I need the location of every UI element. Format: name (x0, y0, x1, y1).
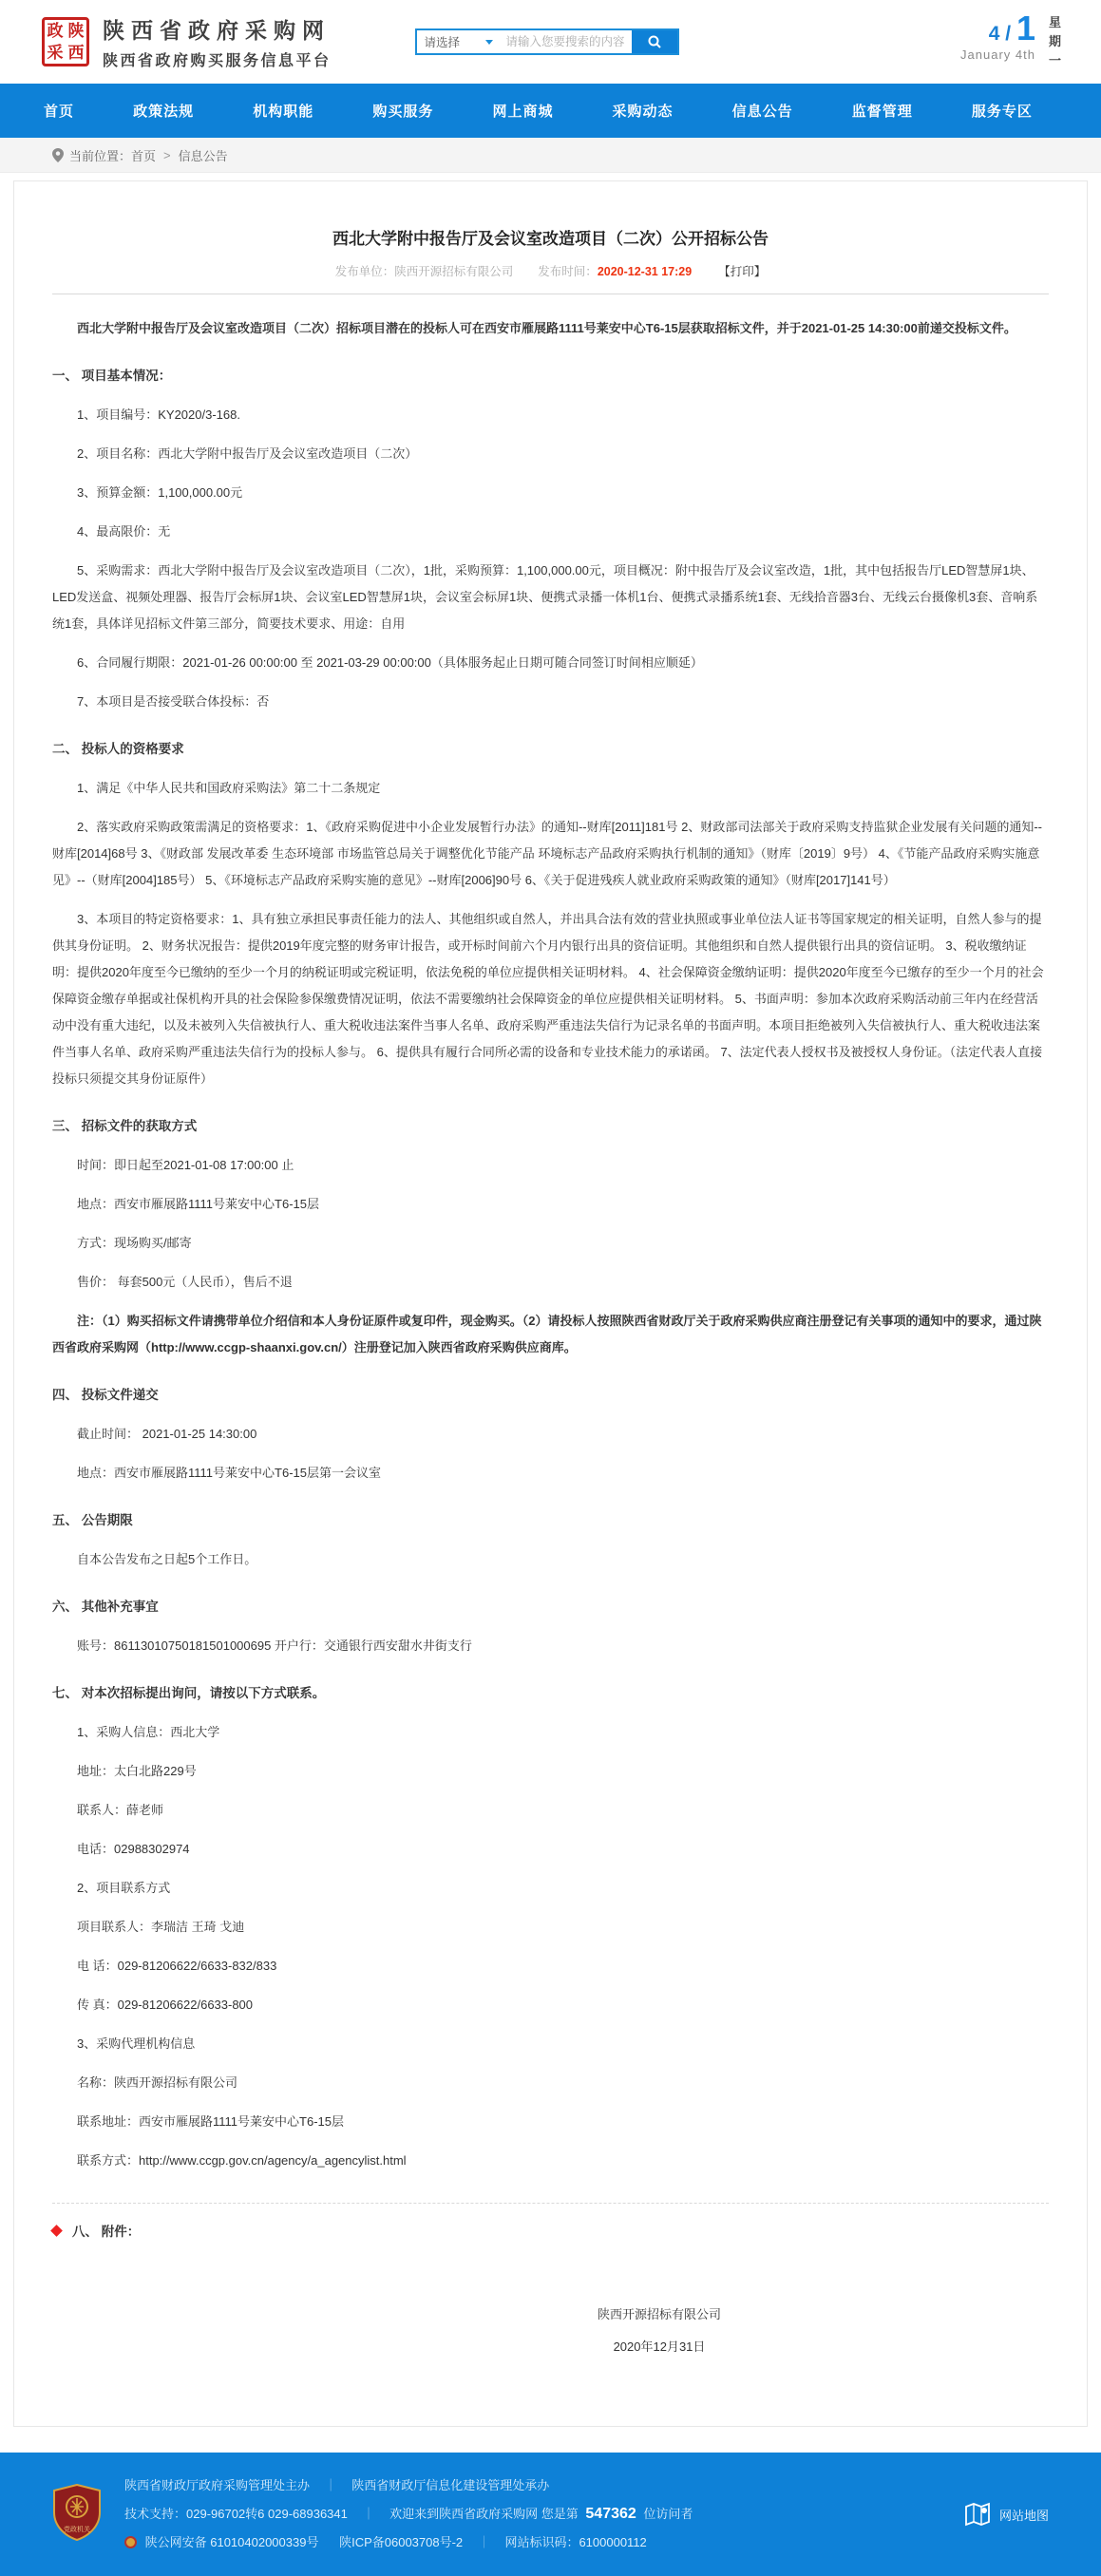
paragraph: 账号：86113010750181501000695 开户行：交通银行西安甜水井街支行 (77, 1638, 472, 1653)
public-security-badge-icon (124, 2536, 137, 2548)
sitemap-map-icon (963, 2500, 992, 2529)
section-heading-7: 七、 对本次招标提出询问，请按以下方式联系。 (52, 1686, 326, 1700)
paragraph: 传 真：029-81206622/6633-800 (77, 1998, 254, 2012)
site-title: 陕西省政府采购网 (103, 18, 331, 43)
section-heading-4: 四、 投标文件递交 (52, 1388, 159, 1402)
paragraph: 方式：现场购买/邮寄 (77, 1236, 192, 1250)
site-logo[interactable] (42, 17, 89, 66)
paragraph: 3、本项目的特定资格要求：1、具有独立承担民事责任能力的法人、其他组织或自然人，并出具合法有效的营业执照或事业单位法人证书等国家规定的相关证明，自然人参与的提供其身份证明。 2、财务状况报告：提供2019年度完整的财务审计报告，或开标时间前六个月内银行出具的资信证明。其他组织和自然人提供银行出具的资信证明。 3、税收缴纳证明：提供2020年度至今已缴纳的至少一个月的纳税证明或完税证明，依法免税的单位应提供相关证明材料。 4、社会保障资金缴纳证明：提供2020年度至今已缴存的至少一个月的社会保障资金缴存单据或社保机构开具的社会保险参保缴费情况证明，依法不需要缴纳社会保障资金的单位应提供相关证明材料。 5、书面声明：参加本次政府采购活动前三年内在经营活动中没有重大违纪，以及未被列入失信被执行人、重大税收违法案件当事人名单、政府采购严重违法失信行为记录名单的书面声明。本项目拒绝被列入失信被执行人、重大税收违法案件当事人名单、政府采购严重违法失信行为的投标人参与。 6、提供具有履行合同所必需的设备和专业技术能力的承诺函。 7、法定代表人授权书及被授权人身份证。（法定代表人直接投标只须提交其身份证原件） (52, 912, 1044, 1086)
paragraph: 时间：即日起至2021-01-08 17:00:00 止 (77, 1158, 294, 1172)
svg-text:党政机关: 党政机关 (64, 2526, 90, 2533)
paragraph: 6、合同履行期限：2021-01-26 00:00:00 至 2021-03-29 00:00:00（具体服务起止日期可随合同签订时间相应顺延） (77, 655, 703, 670)
footer-line-3: 陕公网安备 61010402000339号 陕ICP备06003708号-2 ｜ 网站标识码：6100000112 (124, 2529, 935, 2557)
brand-block (103, 13, 332, 70)
section-heading-8: 八、 附件： (72, 2225, 141, 2239)
paragraph: 电 话：029-81206622/6633-832/833 (77, 1959, 277, 1973)
paragraph: 1、采购人信息：西北大学 (77, 1725, 220, 1739)
section-heading-5: 五、 公告期限 (52, 1513, 133, 1527)
nav-item-online-mall[interactable]: 网上商城 (492, 104, 554, 120)
paragraph: 1、项目编号：KY2020/3-168. (77, 407, 240, 422)
nav-item-purchase-services[interactable]: 购买服务 (372, 104, 434, 120)
paragraph: 1、满足《中华人民共和国政府采购法》第二十二条规定 (77, 781, 381, 795)
paragraph: 联系地址：西安市雁展路1111号莱安中心T6-15层 (77, 2114, 344, 2129)
nav-item-home[interactable]: 首页 (44, 104, 75, 120)
breadcrumb-label: 当前位置： (69, 148, 132, 163)
sitemap-link[interactable] (963, 2500, 1049, 2529)
logo-char: 西 (67, 44, 85, 62)
breadcrumb (0, 138, 1101, 173)
section-heading-2: 二、 投标人的资格要求 (52, 742, 184, 756)
paragraph: 联系方式：http://www.ccgp.gov.cn/agency/a_agencylist.html (77, 2153, 407, 2168)
publisher-value: 陕西开源招标有限公司 (394, 265, 514, 278)
chevron-down-icon (485, 40, 493, 45)
paragraph: 电话：02988302974 (77, 1842, 190, 1856)
search-select-label: 请选择 (424, 36, 461, 49)
nav-item-procurement-news[interactable]: 采购动态 (612, 104, 674, 120)
footer-security-filing[interactable]: 陕公网安备 61010402000339号 (144, 2535, 319, 2549)
footer-host: 陕西省财政厅政府采购管理处主办 (124, 2478, 311, 2492)
government-badge-icon[interactable] (52, 2484, 102, 2546)
footer-tech-support: 技术支持：029-96702转6 029-68936341 (124, 2507, 348, 2521)
search-input[interactable] (501, 30, 632, 53)
site-footer (0, 2453, 1101, 2576)
paragraph: 联系人：薛老师 (77, 1803, 164, 1817)
search-bar (415, 28, 679, 55)
date-english: January 4th (960, 47, 1035, 62)
logo-char: 采 (47, 44, 64, 62)
paragraph: 5、采购需求：西北大学附中报告厅及会议室改造项目（二次），1批，采购预算：1,100,000.00元，项目概况：附中报告厅及会议室改造，1批，其中包括报告厅LED智慧屏1块、LED发送盒、视频处理器、报告厅会标屏1块、会议室LED智慧屏1块，会议室会标屏1块、便携式录播一体机1台、便携式录播系统1套、无线拾音器3台、无线云台摄像机3套、音响系统1套，具体详见招标文件第三部分，简要技术要求、用途：自用 (52, 563, 1038, 631)
paragraph: 售价： 每套500元（人民币），售后不退 (77, 1275, 293, 1289)
footer-line-1: 陕西省财政厅政府采购管理处主办 ｜ 陕西省财政厅信息化建设管理处承办 (124, 2478, 550, 2492)
date-numeric: 4 / 1 (988, 8, 1035, 47)
logo-char: 陕 (67, 22, 85, 40)
nav-item-announcements[interactable]: 信息公告 (731, 104, 793, 120)
article-body (52, 315, 1049, 2363)
paragraph: 2、项目联系方式 (77, 1881, 171, 1895)
paragraph: 名称：陕西开源招标有限公司 (77, 2075, 238, 2090)
logo-char: 政 (47, 22, 64, 40)
paragraph: 项目联系人：李瑞洁 王琦 戈迪 (77, 1920, 245, 1934)
footer-visitor-suffix: 位访问者 (643, 2507, 693, 2521)
article-meta (52, 262, 1049, 279)
site-header (0, 0, 1101, 84)
paragraph: 3、采购代理机构信息 (77, 2036, 196, 2051)
search-icon (647, 34, 662, 49)
paragraph: 地点：西安市雁展路1111号莱安中心T6-15层 (77, 1197, 319, 1211)
nav-item-policies[interactable]: 政策法规 (133, 104, 195, 120)
breadcrumb-home-link[interactable]: 首页 (131, 148, 157, 163)
nav-item-service-zone[interactable]: 服务专区 (971, 104, 1033, 120)
paragraph: 地址：太白北路229号 (77, 1764, 197, 1778)
footer-icp-filing[interactable]: 陕ICP备06003708号-2 (339, 2535, 464, 2549)
note-paragraph: 注：（1）购买招标文件请携带单位介绍信和本人身份证原件或复印件，现金购买。（2）请投标人按照陕西省财政厅关于政府采购供应商注册登记有关事项的通知中的要求，通过陕西省政府采购网（http://www.ccgp-shaanxi.gov.cn/）注册登记加入陕西省政府采购供应商库。 (52, 1314, 1042, 1354)
visitor-counter: 547362 (585, 2506, 636, 2522)
attachment-section (52, 2221, 1049, 2240)
location-pin-icon (52, 148, 64, 162)
nav-item-functions[interactable]: 机构职能 (253, 104, 314, 120)
section-heading-1: 一、 项目基本情况： (52, 369, 172, 383)
signature-company: 陕西开源招标有限公司 (597, 2307, 721, 2321)
sitemap-label: 网站地图 (998, 2508, 1049, 2523)
footer-undertaker: 陕西省财政厅信息化建设管理处承办 (351, 2478, 550, 2492)
nav-item-supervision[interactable]: 监督管理 (851, 104, 913, 120)
paragraph: 3、预算金额：1,100,000.00元 (77, 485, 243, 500)
breadcrumb-separator: > (163, 147, 171, 162)
page-title: 西北大学附中报告厅及会议室改造项目（二次）公开招标公告 (332, 230, 769, 248)
publisher-label: 发布单位： (334, 265, 395, 278)
section-heading-3: 三、 招标文件的获取方式 (52, 1119, 198, 1133)
publish-time-value: 2020-12-31 17:29 (597, 265, 693, 278)
signature-block (52, 2299, 1049, 2363)
announcement-card (13, 180, 1088, 2427)
site-subtitle: 陕西省政府购买服务信息平台 (103, 53, 332, 69)
dashed-divider (52, 2203, 1049, 2204)
paragraph: 2、项目名称：西北大学附中报告厅及会议室改造项目（二次） (77, 446, 418, 461)
search-button[interactable] (632, 30, 677, 53)
paragraph: 2、落实政府采购政策需满足的资格要求：1、《政府采购促进中小企业发展暂行办法》的通知--财库[2011]181号 2、财政部司法部关于政府采购支持监狱企业发展有关问题的通知--财库[2014]68号 3、《财政部 发展改革委 生态环境部 市场监管总局关于调整优化节能产品 环境标志产品政府采购执行机制的通知》（财库〔2019〕9号） 4、《节能产品政府采购实施意见》--（财库[2004]185号） 5、《环境标志产品政府采购实施的意见》--财库[2006]90号 6、《关于促进残疾人就业政府采购政策的通知》（财库[2017]141号） (52, 820, 1042, 887)
signature-date: 2020年12月31日 (613, 2339, 706, 2354)
paragraph: 自本公告发布之日起5个工作日。 (77, 1552, 257, 1566)
paragraph: 7、本项目是否接受联合体投标：否 (77, 694, 270, 709)
footer-welcome: 欢迎来到陕西省政府采购网 您是第 (389, 2507, 579, 2521)
intro-paragraph: 西北大学附中报告厅及会议室改造项目（二次）招标项目潜在的投标人可在西安市雁展路1111号莱安中心T6-15层获取招标文件，并于2021-01-25 14:30:00前递交投标文件。 (77, 321, 1016, 335)
footer-text-block (124, 2472, 935, 2557)
section-heading-6: 六、 其他补充事宜 (52, 1600, 159, 1614)
print-button[interactable]: 【打印】 (718, 265, 767, 278)
publish-time-label: 发布时间： (538, 265, 598, 278)
paragraph: 截止时间： 2021-01-25 14:30:00 (77, 1427, 257, 1441)
main-nav (0, 84, 1101, 138)
footer-line-2: 技术支持：029-96702转6 029-68936341 ｜ 欢迎来到陕西省政府采购网 您是第 547362 位访问者 (124, 2506, 693, 2522)
paragraph: 4、最高限价：无 (77, 524, 171, 539)
search-category-select[interactable] (417, 30, 501, 53)
attachment-marker-icon (50, 2225, 63, 2237)
weekday-label: 星 期 一 (1048, 14, 1061, 68)
footer-site-id: 网站标识码：6100000112 (504, 2535, 647, 2549)
date-widget (960, 8, 1061, 70)
paragraph: 地点：西安市雁展路1111号莱安中心T6-15层第一会议室 (77, 1466, 381, 1480)
breadcrumb-current: 信息公告 (178, 148, 228, 163)
